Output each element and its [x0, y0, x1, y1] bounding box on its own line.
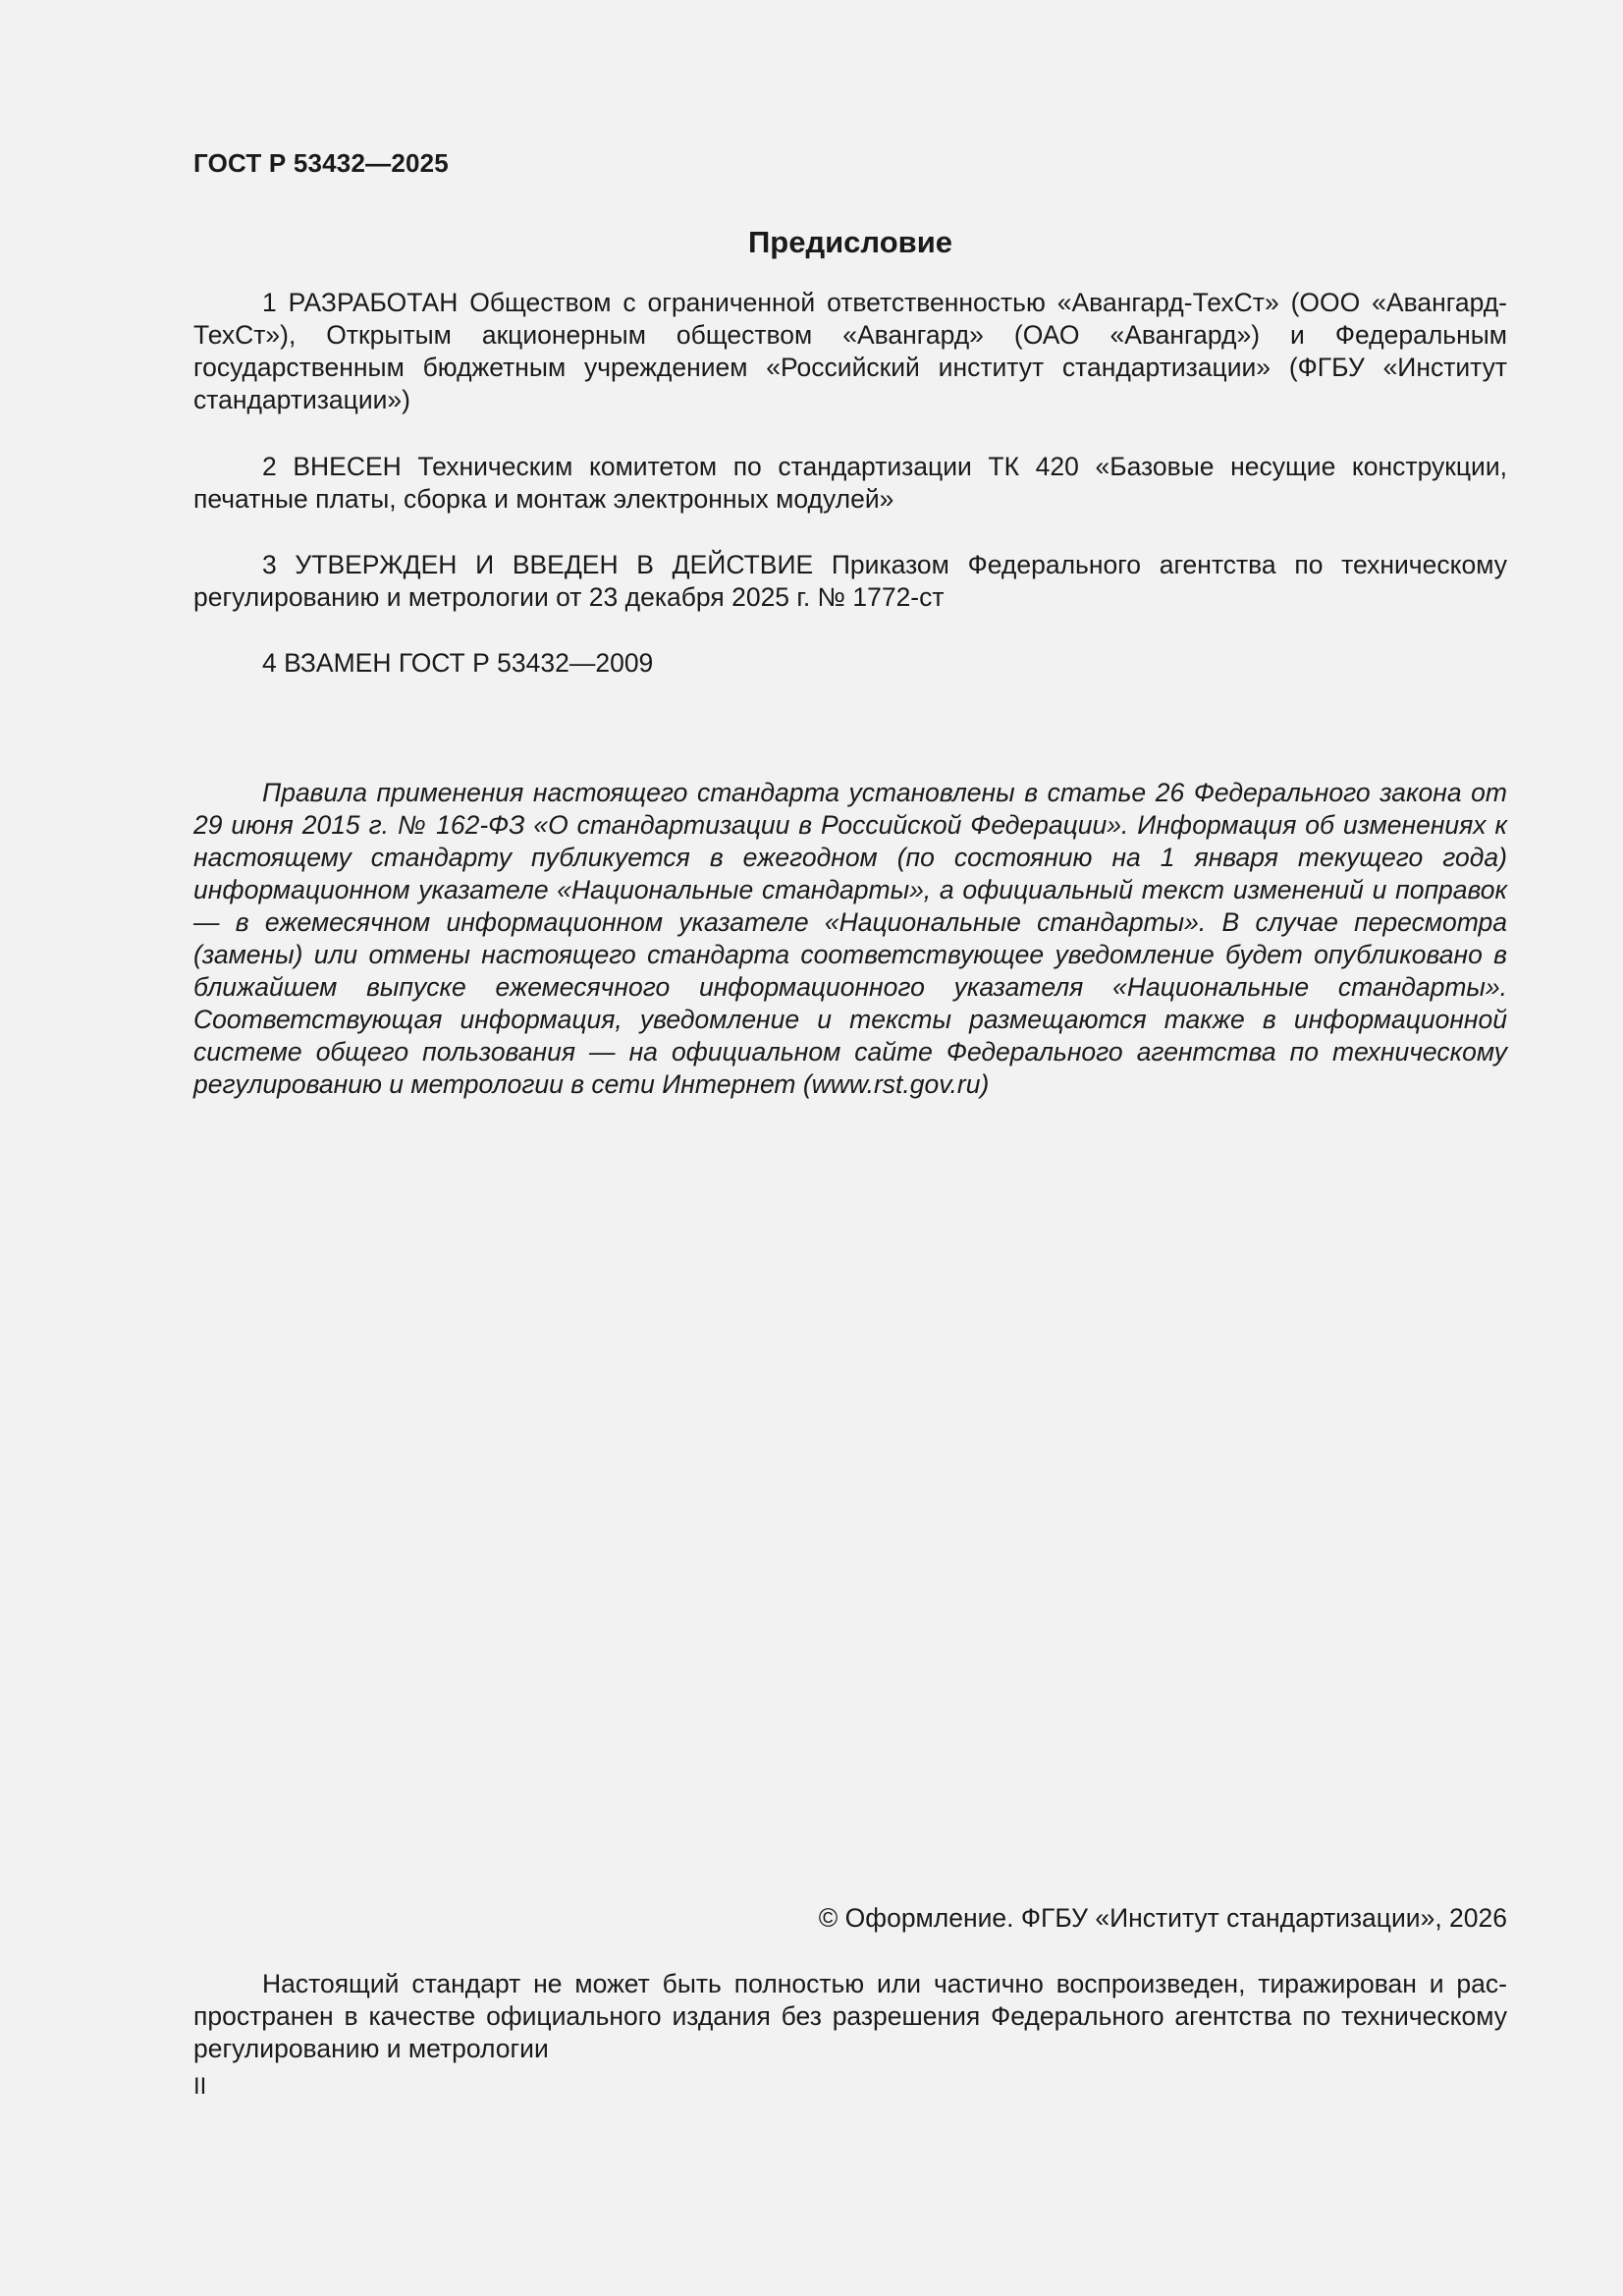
section-title: Предисловие: [747, 225, 952, 259]
document-page: [193, 0, 1507, 2296]
document-code: ГОСТ Р 53432—2025: [193, 148, 449, 178]
paragraph-application-rules: Правила применения настоящего стандарта установлены в статье 26 Федерального закона от 29 июня 2015 г. № 162-ФЗ «О стандартизации в Российской Федерации». Информация об изменениях к настоящему стандарту публикуется в ежегодном (по состоянию на 1 января текущего года) информационном указателе «Национальные стандарты», а официальный текст изменений и поправок — в ежемесячном информационном указателе «Национальные стандарты». В случае пересмотра (замены) или отмены настоящего стандарта соответствующее уведомление будет опубликовано в ближайшем выпуске ежемесячного информационного указателя «Национальные стандарты». Соответствующая информация, уведомление и тексты размещаются также в информационной системе общего пользования — на официальном сайте Федерального агентства по техническому регулированию и метрологии в сети Интернет (www.rst.gov.ru): [193, 778, 1507, 1099]
page-number: II: [193, 2073, 207, 2100]
paragraph-approved: 3 УТВЕРЖДЕН И ВВЕДЕН В ДЕЙСТВИЕ Приказом Федерального агентства по техническому регулированию и метрологии от 23 декабря 2025 г. № 1772-ст: [193, 550, 1507, 612]
reproduction-notice: Настоящий стандарт не может быть полностью или частично воспроизведен, тиражирован и распространен в качестве официального издания без разрешения Федерального агентства по техническому регулированию и метрологии: [193, 1969, 1507, 2063]
copyright-line: © Оформление. ФГБУ «Институт стандартизации», 2026: [818, 1903, 1507, 1933]
paragraph-developed-by: 1 РАЗРАБОТАН Обществом с ограниченной ответственностью «Авангард-ТехСт» (ООО «Авангард-ТехСт»), Открытым акционерным обществом «Авангард» (ОАО «Авангард») и Федеральным государственным бюджетным учреждением «Российский институт стандартизации» (ФГБУ «Институт стандартизации»): [193, 288, 1507, 414]
paragraph-replaces: 4 ВЗАМЕН ГОСТ Р 53432—2009: [262, 648, 654, 678]
paragraph-introduced-by: 2 ВНЕСЕН Техническим комитетом по стандартизации ТК 420 «Базовые несущие конструкции, печатные платы, сборка и монтаж электронных модулей»: [193, 452, 1507, 514]
